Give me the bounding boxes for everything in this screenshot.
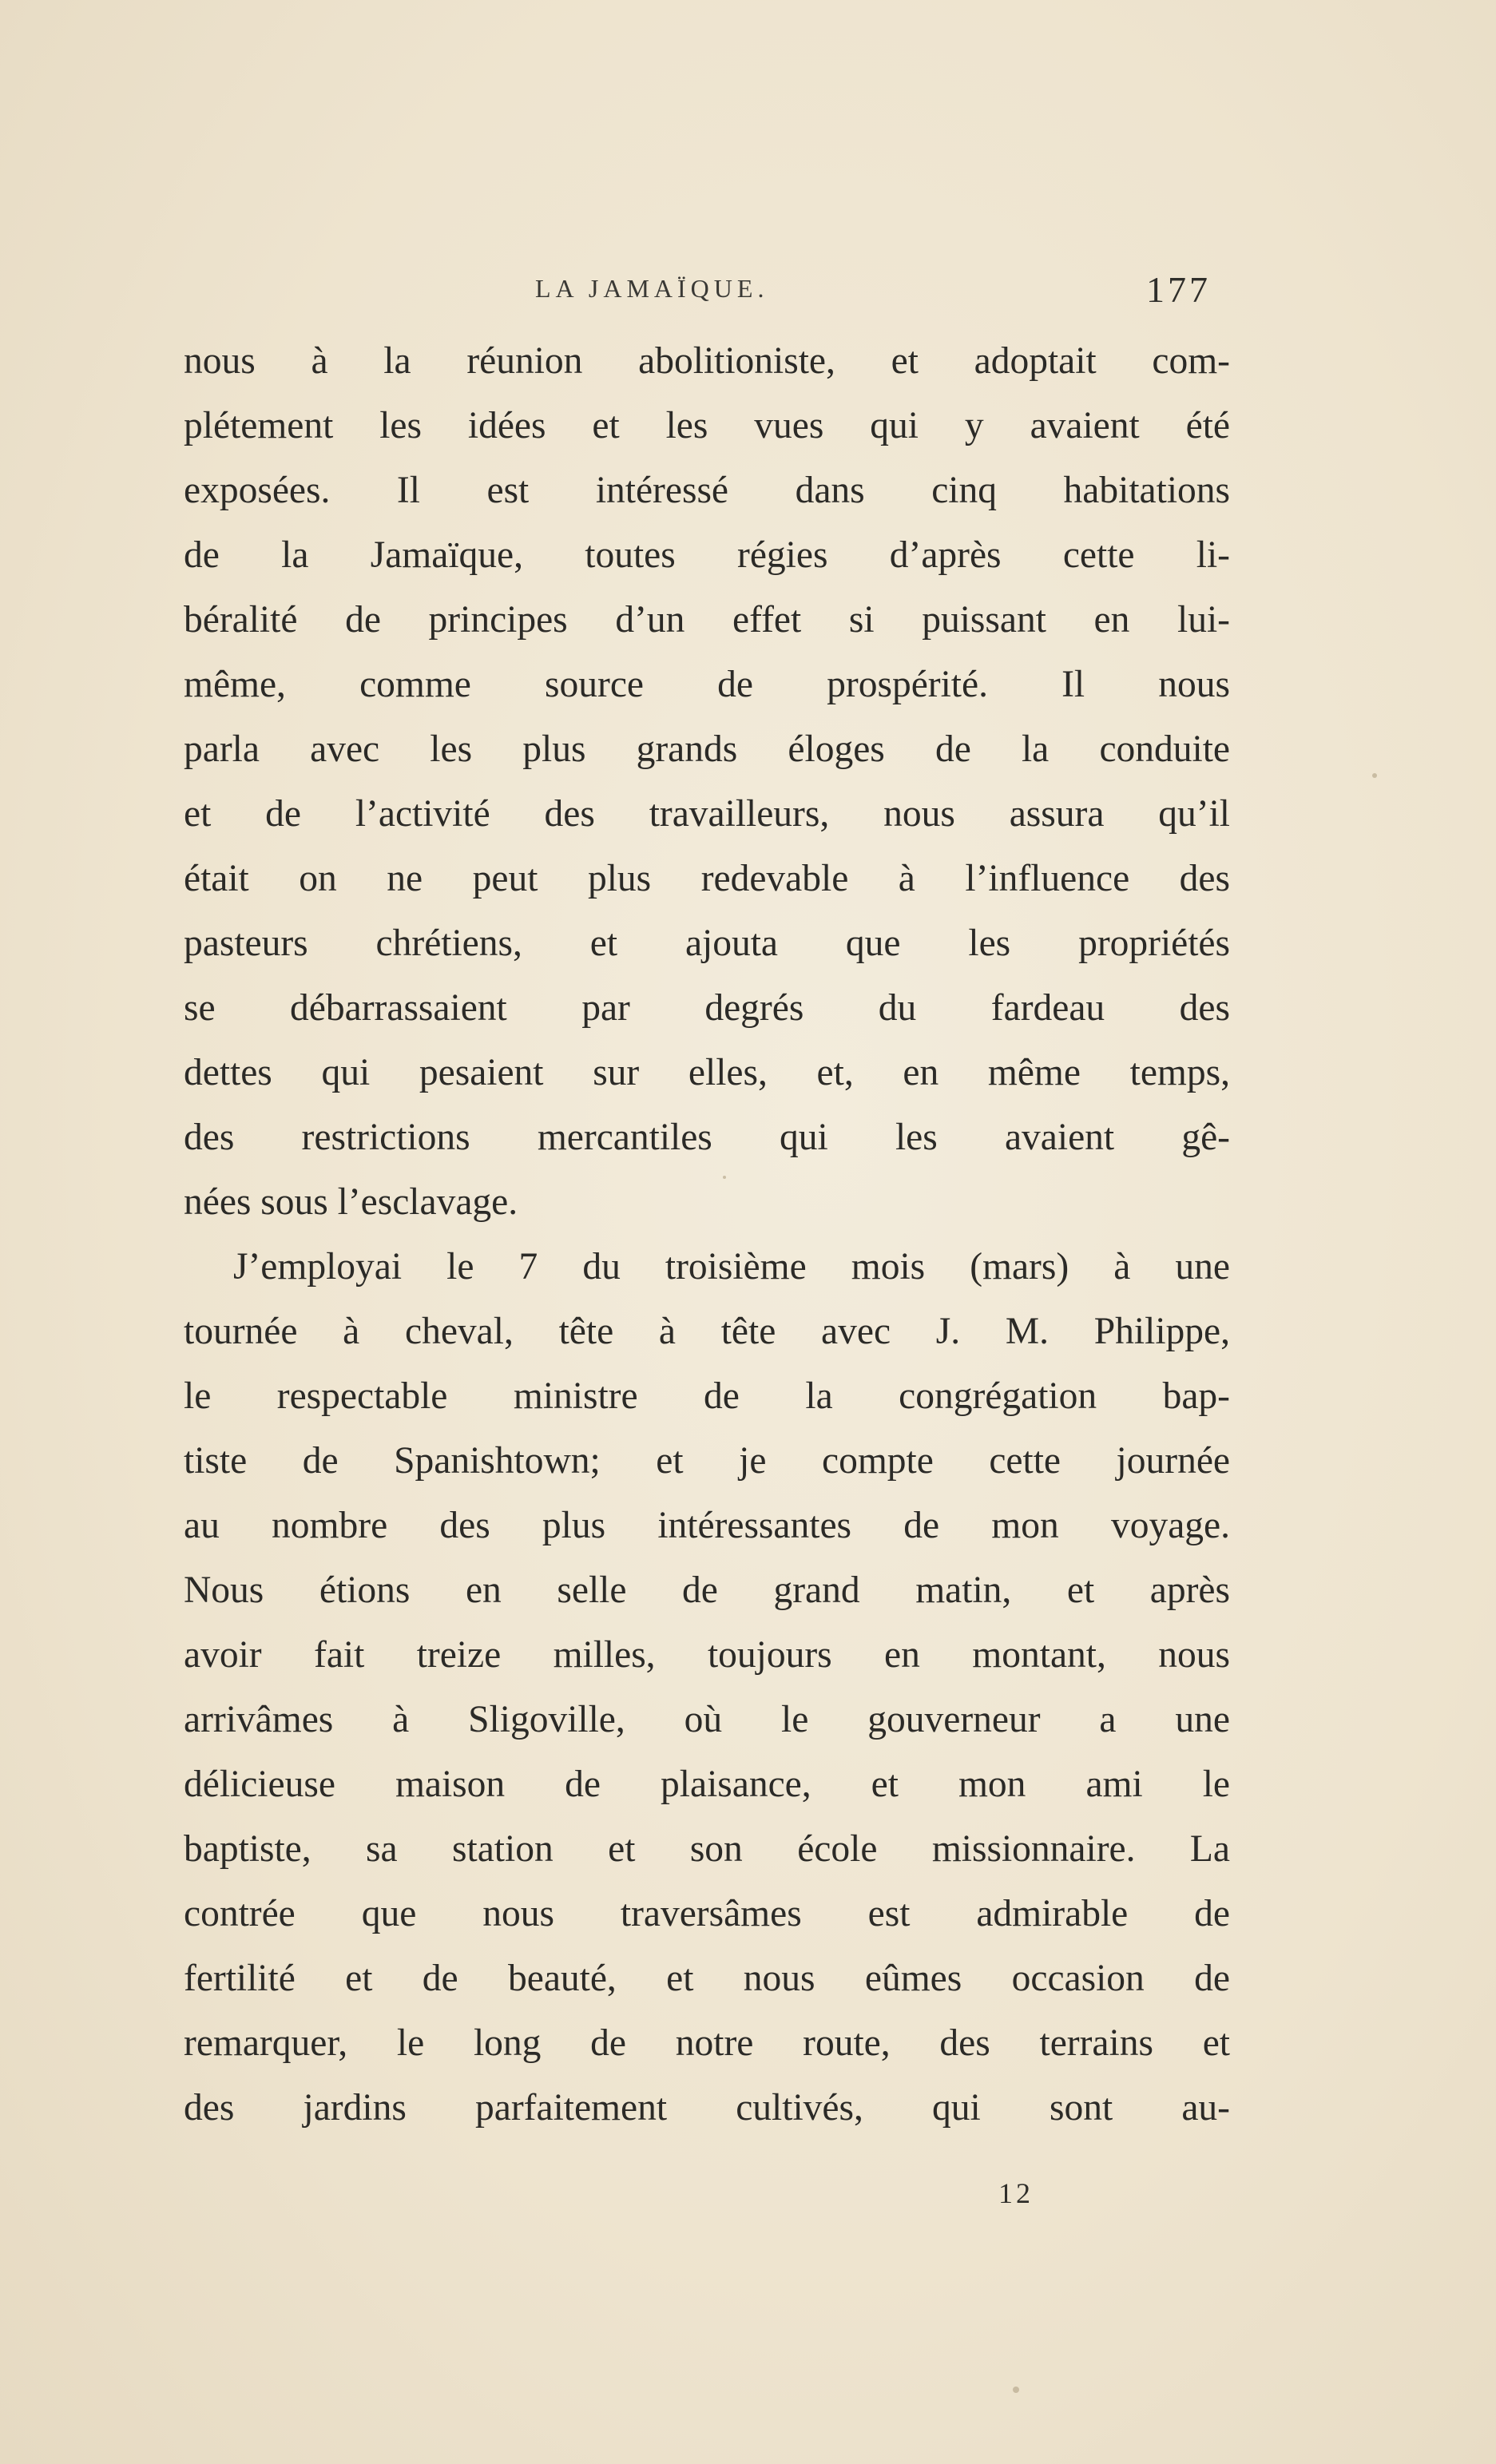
paper-speck — [1372, 773, 1377, 778]
body-text — [184, 329, 1230, 2141]
text-line: béralité de principes d’un effet si puissant en lui- — [184, 599, 1230, 641]
text-line: pasteurs chrétiens, et ajouta que les propriétés — [184, 923, 1230, 964]
paragraph-start-line: J’employai le 7 du troisième mois (mars) à une — [233, 1246, 1230, 1288]
text-line: même, comme source de prospérité. Il nous — [184, 664, 1230, 705]
text-line: plétement les idées et les vues qui y avaient été — [184, 405, 1230, 446]
running-title: LA JAMAÏQUE. — [535, 274, 769, 303]
page-header — [184, 254, 1230, 318]
text-line: Nous étions en selle de grand matin, et après — [184, 1569, 1230, 1611]
text-line: arrivâmes à Sligoville, où le gouverneur a une — [184, 1699, 1230, 1740]
text-line: des restrictions mercantiles qui les avaient gê- — [184, 1117, 1230, 1158]
signature-mark: 12 — [998, 2177, 1034, 2209]
paper-speck — [723, 1176, 726, 1179]
page-number: 177 — [1146, 269, 1211, 310]
text-line: avoir fait treize milles, toujours en montant, nous — [184, 1634, 1230, 1676]
text-line: dettes qui pesaient sur elles, et, en même temps, — [184, 1052, 1230, 1093]
text-line: délicieuse maison de plaisance, et mon ami le — [184, 1764, 1230, 1805]
text-line: baptiste, sa station et son école missionnaire. La — [184, 1828, 1230, 1870]
text-line: fertilité et de beauté, et nous eûmes occasion de — [184, 1958, 1230, 1999]
text-line: et de l’activité des travailleurs, nous assura qu’il — [184, 793, 1230, 835]
text-line: de la Jamaïque, toutes régies d’après cette li- — [184, 534, 1230, 576]
text-line: au nombre des plus intéressantes de mon voyage. — [184, 1505, 1230, 1546]
text-line: le respectable ministre de la congrégation bap- — [184, 1375, 1230, 1417]
text-line: était on ne peut plus redevable à l’influence des — [184, 858, 1230, 899]
text-line: tournée à cheval, tête à tête avec J. M. Philippe, — [184, 1311, 1230, 1352]
paper-speck — [1013, 2387, 1019, 2393]
paragraph-end-line: nées sous l’esclavage. — [184, 1181, 518, 1223]
text-line: contrée que nous traversâmes est admirable de — [184, 1893, 1230, 1934]
text-line: nous à la réunion abolitioniste, et adoptait com- — [184, 340, 1230, 382]
text-line: remarquer, le long de notre route, des terrains et — [184, 2022, 1230, 2064]
text-line: exposées. Il est intéressé dans cinq habitations — [184, 470, 1230, 511]
text-line: parla avec les plus grands éloges de la conduite — [184, 728, 1230, 770]
text-line: des jardins parfaitement cultivés, qui sont au- — [184, 2087, 1230, 2129]
text-line: se débarrassaient par degrés du fardeau des — [184, 987, 1230, 1029]
text-line: tiste de Spanishtown; et je compte cette journée — [184, 1440, 1230, 1482]
